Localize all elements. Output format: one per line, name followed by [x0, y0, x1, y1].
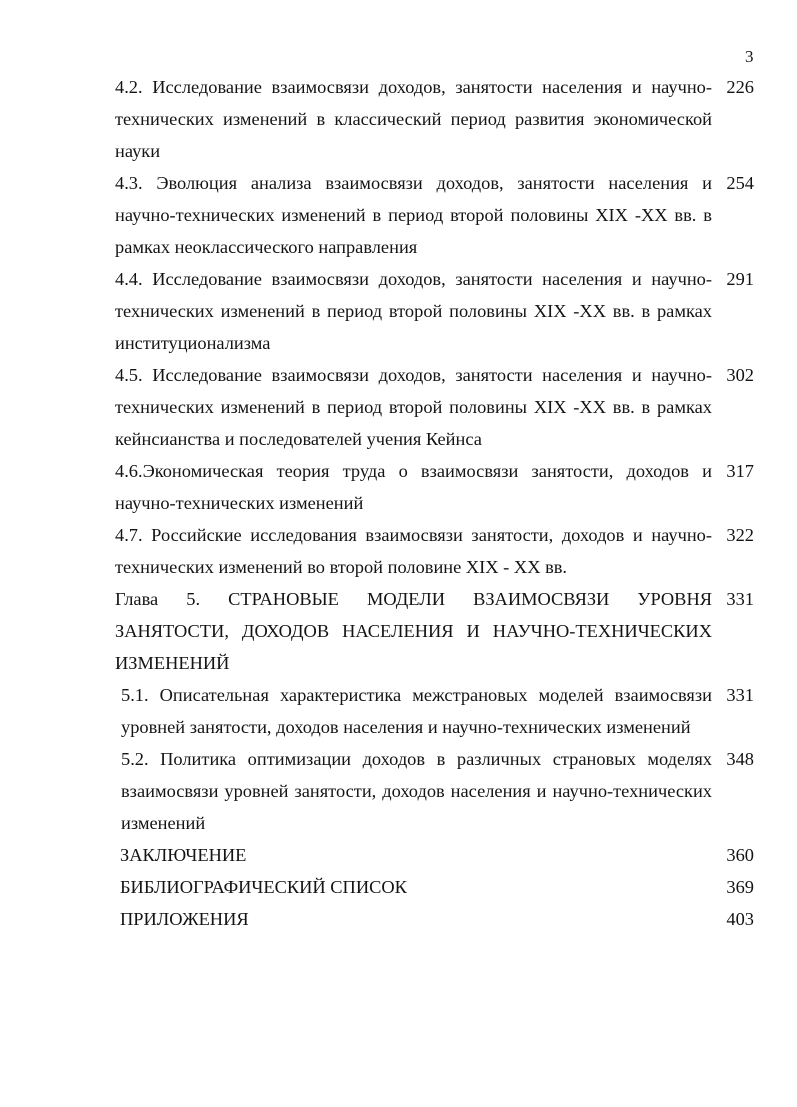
- toc-entry-page: 369: [726, 877, 754, 897]
- toc-entry-page: 254: [726, 173, 754, 193]
- toc-entry-page: 291: [726, 269, 754, 289]
- page-number: 3: [745, 47, 754, 66]
- toc-entry-4-7: [0, 519, 797, 583]
- toc-entry-bibliography: [0, 871, 797, 903]
- table-of-contents: [0, 71, 797, 935]
- toc-entry-page: 317: [726, 461, 754, 481]
- toc-entry-page: 360: [726, 845, 754, 865]
- toc-entry-title: БИБЛИОГРАФИЧЕСКИЙ СПИСОК: [120, 877, 407, 897]
- toc-entry-title: 4.4. Исследование взаимосвязи доходов, занятости населения и научно-технических изменений в период второй половины XIX -XX вв. в рамках институционализма: [115, 269, 712, 353]
- toc-entry-page: 331: [726, 589, 754, 609]
- toc-entry-title: 4.5. Исследование взаимосвязи доходов, занятости населения и научно-технических изменений в период второй половины XIX -XX вв. в рамках кейнсианства и последователей учения Кейнса: [115, 365, 712, 449]
- toc-entry-chapter-5: [0, 583, 797, 679]
- toc-entry-title: Глава 5. СТРАНОВЫЕ МОДЕЛИ ВЗАИМОСВЯЗИ УРОВНЯ ЗАНЯТОСТИ, ДОХОДОВ НАСЕЛЕНИЯ И НАУЧНО-ТЕХНИЧЕСКИХ ИЗМЕНЕНИЙ: [115, 589, 712, 673]
- toc-entry-page: 322: [726, 525, 754, 545]
- toc-entry-title: ЗАКЛЮЧЕНИЕ: [120, 845, 247, 865]
- toc-entry-5-2: [0, 743, 797, 839]
- toc-entry-page: 348: [726, 749, 754, 769]
- toc-entry-4-2: [0, 71, 797, 167]
- toc-entry-4-4: [0, 263, 797, 359]
- toc-entry-title: 4.3. Эволюция анализа взаимосвязи доходов, занятости населения и научно-технических изменений в период второй половины XIX -XX вв. в рамках неоклассического направления: [115, 173, 712, 257]
- toc-entry-4-3: [0, 167, 797, 263]
- toc-entry-4-6: [0, 455, 797, 519]
- toc-entry-appendices: [0, 903, 797, 935]
- toc-entry-page: 302: [726, 365, 754, 385]
- toc-entry-conclusion: [0, 839, 797, 871]
- toc-entry-title: 4.7. Российские исследования взаимосвязи занятости, доходов и научно-технических изменений во второй половине XIX - XX вв.: [115, 525, 712, 577]
- toc-entry-5-1: [0, 679, 797, 743]
- toc-entry-page: 226: [726, 77, 754, 97]
- toc-entry-title: 5.2. Политика оптимизации доходов в различных страновых моделях взаимосвязи уровней занятости, доходов населения и научно-технических изменений: [121, 749, 712, 833]
- toc-entry-title: 4.6.Экономическая теория труда о взаимосвязи занятости, доходов и научно-технических изменений: [115, 461, 712, 513]
- toc-entry-page: 403: [726, 909, 754, 929]
- toc-entry-title: 4.2. Исследование взаимосвязи доходов, занятости населения и научно-технических изменений в классический период развития экономической науки: [115, 77, 712, 161]
- toc-entry-title: 5.1. Описательная характеристика межстрановых моделей взаимосвязи уровней занятости, доходов населения и научно-технических изменений: [121, 685, 712, 737]
- toc-entry-4-5: [0, 359, 797, 455]
- toc-entry-page: 331: [726, 685, 754, 705]
- toc-entry-title: ПРИЛОЖЕНИЯ: [120, 909, 249, 929]
